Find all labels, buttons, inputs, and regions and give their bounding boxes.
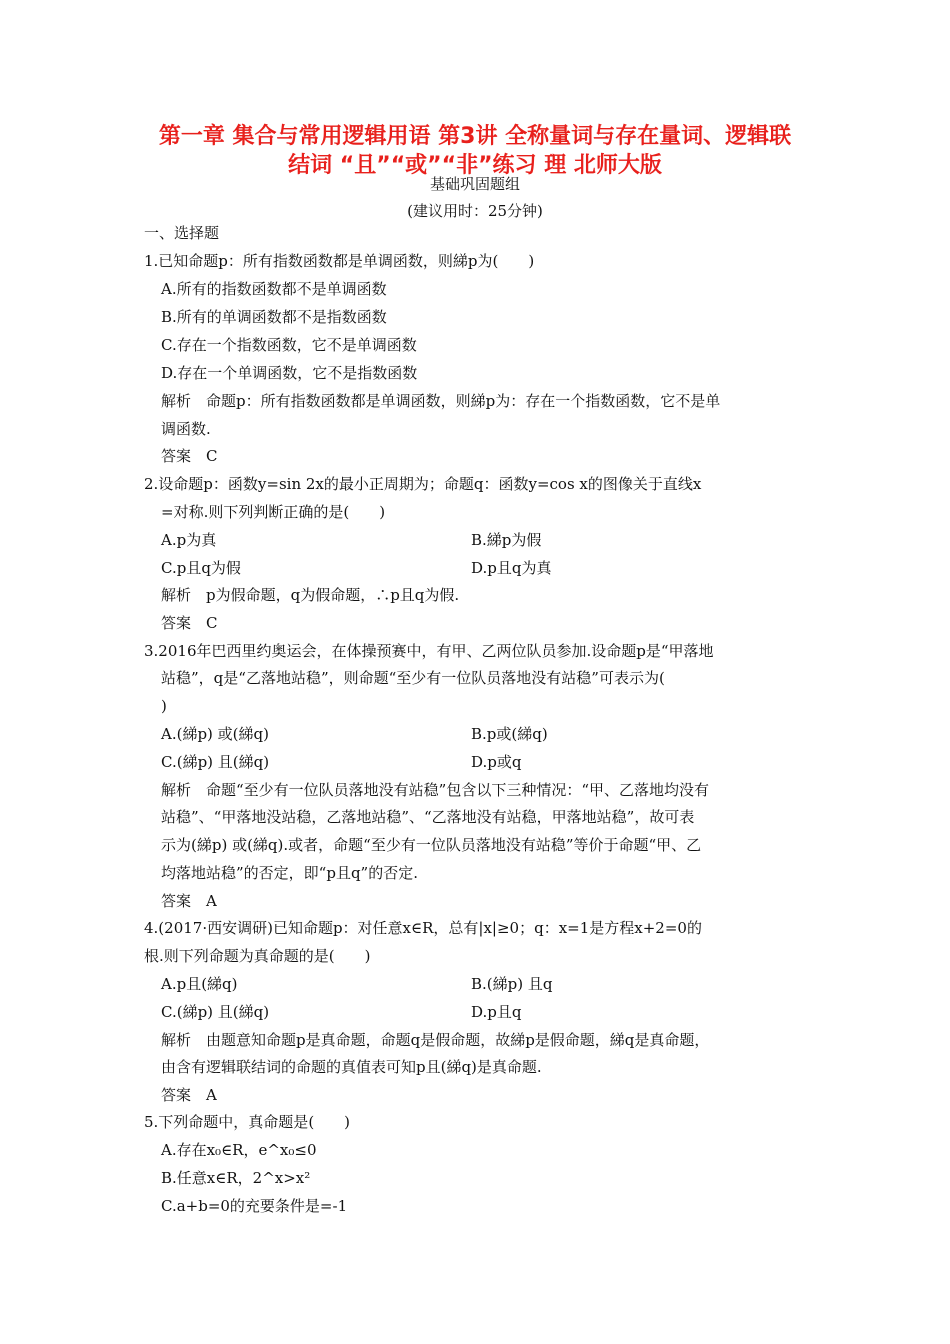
- q4-answer: 答案 A: [161, 1086, 217, 1104]
- q4-option-d: D.p且q: [471, 1003, 522, 1021]
- q2-answer: 答案 C: [161, 614, 218, 632]
- q4-option-c: C.(綈p) 且(綈q): [161, 1003, 270, 1021]
- q1-option-b: B.所有的单调函数都不是指数函数: [161, 308, 387, 326]
- q3-analysis-line-4: 均落地站稳”的否定，即“p且q”的否定.: [161, 864, 418, 882]
- q3-stem-line-1: 3.2016年巴西里约奥运会，在体操预赛中，有甲、乙两位队员参加.设命题p是“甲落地: [144, 642, 714, 660]
- q1-analysis-line-1: 解析 命题p：所有指数函数都是单调函数，则綈p为：存在一个指数函数，它不是单: [161, 392, 721, 410]
- q4-stem-line-2: 根.则下列命题为真命题的是( ): [144, 947, 371, 965]
- q2-analysis: 解析 p为假命题，q为假命题，∴p且q为假.: [161, 586, 460, 604]
- q4-option-a: A.p且(綈q): [161, 975, 238, 993]
- q5-stem: 5.下列命题中，真命题是( ): [144, 1113, 351, 1131]
- q4-stem-line-1: 4.(2017·西安调研)已知命题p：对任意x∈R，总有|x|≥0；q：x=1是方程x+2=0的: [144, 919, 702, 937]
- q1-option-d: D.存在一个单调函数，它不是指数函数: [161, 364, 418, 382]
- q3-analysis-line-3: 示为(綈p) 或(綈q).或者，命题“至少有一位队员落地没有站稳”等价于命题“甲、乙: [161, 836, 702, 854]
- q4-analysis-line-1: 解析 由题意知命题p是真命题，命题q是假命题，故綈p是假命题，綈q是真命题，: [161, 1031, 710, 1049]
- title-line-1: 第一章 集合与常用逻辑用语 第3讲 全称量词与存在量词、逻辑联: [158, 124, 792, 149]
- q2-option-a: A.p为真: [161, 531, 217, 549]
- q3-option-c: C.(綈p) 且(綈q): [161, 753, 270, 771]
- q3-analysis-line-2: 站稳”、“甲落地没站稳，乙落地站稳”、“乙落地没有站稳，甲落地站稳”，故可表: [161, 808, 695, 826]
- q3-option-d: D.p或q: [471, 753, 522, 771]
- time-hint: (建议用时：25分钟): [407, 202, 543, 220]
- q4-analysis-line-2: 由含有逻辑联结词的命题的真值表可知p且(綈q)是真命题.: [161, 1058, 542, 1076]
- section-heading: 一、选择题: [144, 224, 220, 242]
- group-heading: 基础巩固题组: [429, 175, 520, 193]
- q3-stem-line-3: ): [161, 697, 167, 715]
- q2-stem-line-1: 2.设命题p：函数y=sin 2x的最小正周期为；命题q：函数y=cos x的图像关于直线x: [144, 475, 702, 493]
- q3-analysis-line-1: 解析 命题“至少有一位队员落地没有站稳”包含以下三种情况：“甲、乙落地均没有: [161, 781, 710, 799]
- q2-option-c: C.p且q为假: [161, 559, 241, 577]
- q1-option-c: C.存在一个指数函数，它不是单调函数: [161, 336, 417, 354]
- page-title: [120, 122, 830, 180]
- q1-stem: 1.已知命题p：所有指数函数都是单调函数，则綈p为( ): [144, 252, 535, 270]
- q5-option-b: B.任意x∈R，2^x>x²: [161, 1169, 311, 1187]
- q1-answer: 答案 C: [161, 447, 218, 465]
- title-line-2: 结词 “且”“或”“非”练习 理 北师大版: [288, 153, 662, 178]
- q2-stem-line-2: =对称.则下列判断正确的是( ): [161, 503, 386, 521]
- q3-option-a: A.(綈p) 或(綈q): [161, 725, 269, 743]
- q5-option-a: A.存在x₀∈R，e^x₀≤0: [161, 1141, 317, 1159]
- q2-option-b: B.綈p为假: [471, 531, 542, 549]
- q3-stem-line-2: 站稳”，q是“乙落地站稳”，则命题“至少有一位队员落地没有站稳”可表示为(: [161, 669, 665, 687]
- q1-option-a: A.所有的指数函数都不是单调函数: [161, 280, 387, 298]
- q1-analysis-line-2: 调函数.: [161, 420, 211, 438]
- q5-option-c: C.a+b=0的充要条件是=-1: [161, 1197, 348, 1215]
- q3-option-b: B.p或(綈q): [471, 725, 548, 743]
- q2-option-d: D.p且q为真: [471, 559, 552, 577]
- q4-option-b: B.(綈p) 且q: [471, 975, 553, 993]
- q3-answer: 答案 A: [161, 892, 217, 910]
